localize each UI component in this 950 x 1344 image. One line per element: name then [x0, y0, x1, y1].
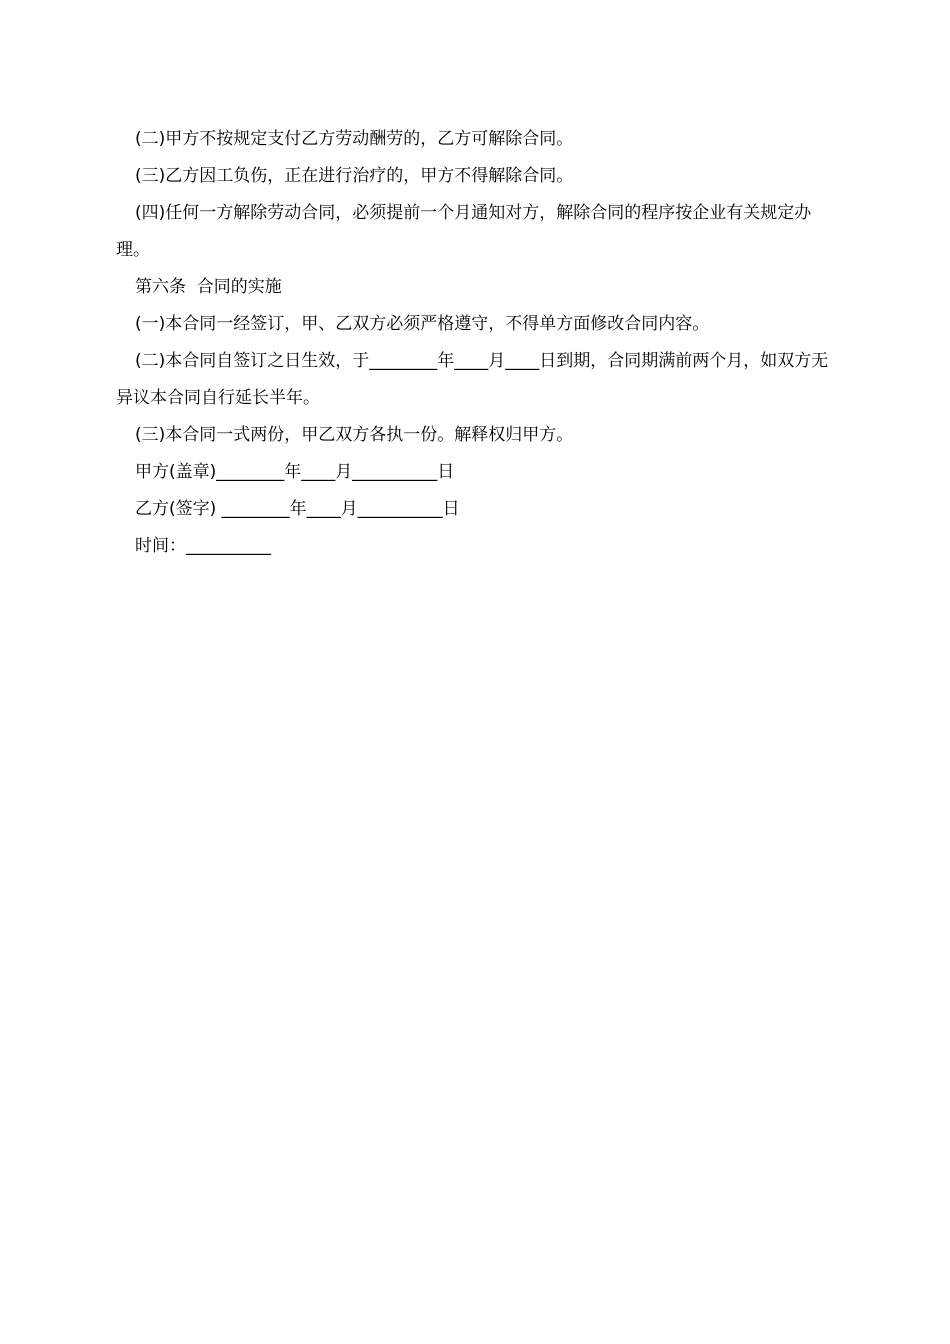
- paragraph-termination-nonpayment: (二)甲方不按规定支付乙方劳动酬劳的，乙方可解除合同。: [135, 129, 574, 149]
- document-body: [116, 121, 841, 565]
- paragraph-injury-protection: (三)乙方因工负伤，正在进行治疗的，甲方不得解除合同。: [135, 166, 574, 186]
- section-heading-article-six: 第六条 合同的实施: [135, 277, 282, 297]
- paragraph-compliance: (一)本合同一经签订，甲、乙双方必须严格遵守，不得单方面修改合同内容。: [135, 314, 710, 334]
- signature-line-party-b: 乙方(签字) ________年____月__________日: [135, 499, 460, 519]
- paragraph-effective-term: (二)本合同自签订之日生效，于________年____月____日到期，合同期满前两个月，如双方无异议本合同自行延长半年。: [116, 351, 829, 408]
- paragraph-notice-period: (四)任何一方解除劳动合同，必须提前一个月通知对方，解除合同的程序按企业有关规定办理。: [116, 203, 812, 260]
- date-line: 时间：__________: [135, 536, 271, 556]
- paragraph-copies: (三)本合同一式两份，甲乙双方各执一份。解释权归甲方。: [135, 425, 574, 445]
- signature-line-party-a: 甲方(盖章)________年____月__________日: [135, 462, 455, 482]
